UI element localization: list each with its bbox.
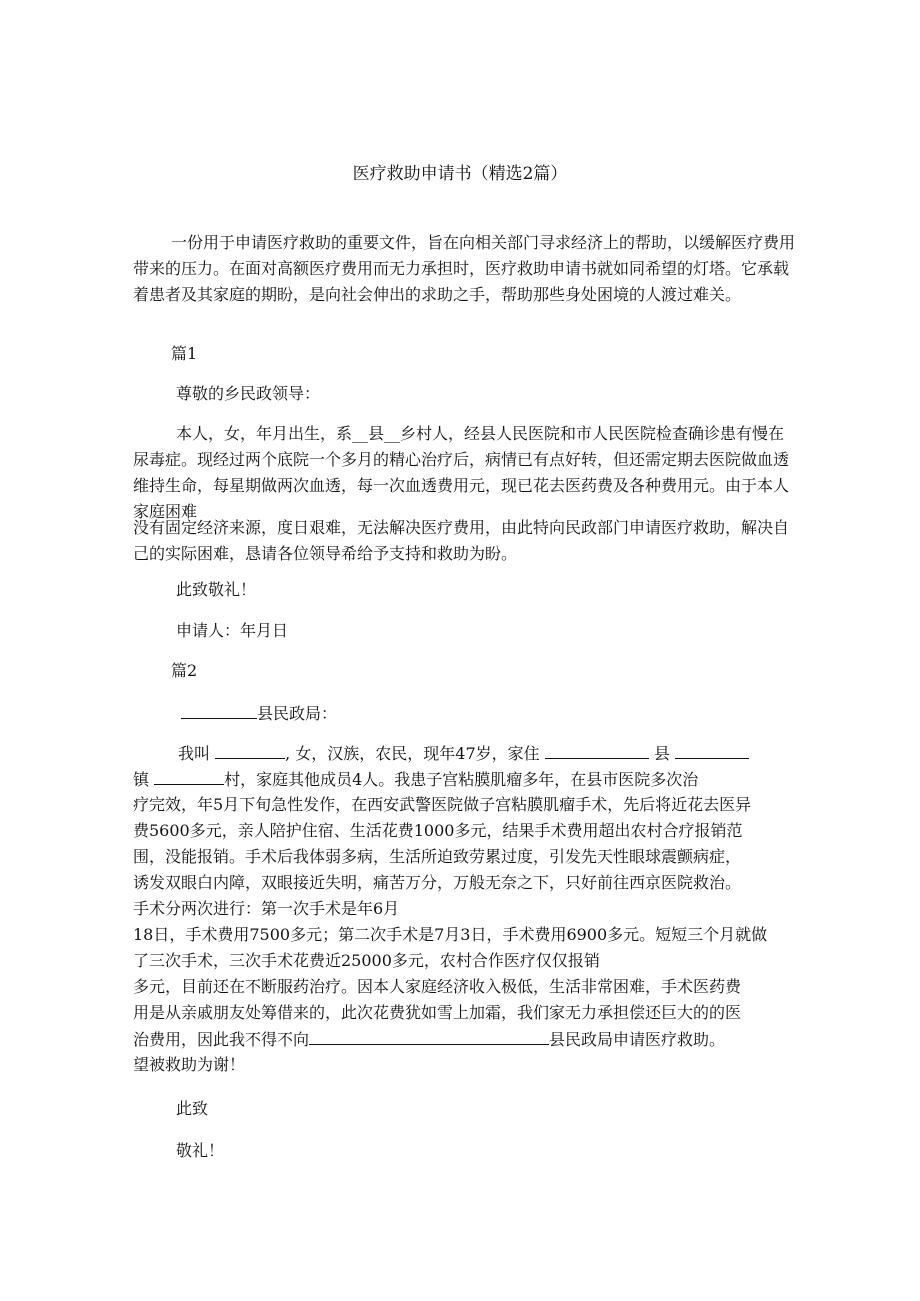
part1-heading: 篇1 bbox=[171, 344, 198, 363]
part2-line-2: 镇 村，家庭其他成员4人。我患子宫粘膜肌瘤多年，在县市医院多次治 bbox=[133, 766, 698, 793]
blank-line bbox=[309, 1026, 549, 1045]
intro-paragraph: 一份用于申请医疗救助的重要文件，旨在向相关部门寻求经济上的帮助，以缓解医疗费用带来的压力。在面对高额医疗费用而无力承担时，医疗救助申请书就如同希望的灯塔。它承载着患者及其家庭的期盼，是向社会伸出的求助之手，帮助那些身处困境的人渡过难关。 bbox=[133, 233, 796, 304]
part2-closing-a: 此致 bbox=[176, 1099, 209, 1118]
part2-line-5: 围，没能报销。手术后我体弱多病，生活所迫致劳累过度，引发先天性眼球震颤病症， bbox=[133, 847, 742, 866]
blank-line bbox=[154, 766, 224, 785]
part1-signature: 申请人：年月日 bbox=[176, 621, 289, 640]
blank-line bbox=[545, 740, 649, 759]
part1-body-b: 没有固定经济来源，度日艰难，无法解决医疗费用，由此特向民政部门申请医疗救助，解决自己的实际困难，恳请各位领导希给予支持和救助为盼。 bbox=[133, 518, 790, 563]
part2-heading: 篇2 bbox=[171, 661, 198, 680]
blank-line bbox=[675, 740, 749, 759]
part1-closing: 此致敬礼！ bbox=[176, 580, 257, 599]
blank-line bbox=[181, 700, 257, 719]
part2-line-6: 诱发双眼白内障，双眼接近失明，痛苦万分，万般无奈之下，只好前往西京医院救治。 bbox=[133, 873, 742, 892]
part2-salutation: 县民政局： bbox=[181, 700, 337, 727]
part2-line-9: 了三次手术，三次手术花费近25000多元，农村合作医疗仅仅报销 bbox=[133, 951, 600, 970]
part2-line-12: 治费用，因此我不得不向 县民政局申请医疗救助。 bbox=[133, 1026, 725, 1053]
document-title: 医疗救助申请书（精选2篇） bbox=[352, 164, 568, 184]
part1-salutation: 尊敬的乡民政领导： bbox=[176, 384, 321, 403]
part2-line-10: 多元，目前还在不断服药治疗。因本人家庭经济收入极低，生活非常困难，手术医药费 bbox=[133, 977, 742, 996]
part2-closing-b: 敬礼！ bbox=[176, 1141, 225, 1160]
part2-line-4: 费5600多元，亲人陪护住宿、生活花费1000多元，结果手术费用超出农村合疗报销范 bbox=[133, 821, 743, 840]
part2-line-7: 手术分两次进行：第一次手术是年6月 bbox=[133, 899, 400, 918]
part1-body-a: 本人，女，年月出生，系__县__乡村人，经县人民医院和市人民医院检查确诊患有慢在尿毒症。现经过两个底院一个多月的精心治疗后，病情已有点好转，但还需定期去医院做血透维持生命，每星期做两次血透，每一次血透费用元，现已花去医药费及各种费用元。由于本人家庭困难 bbox=[133, 424, 790, 521]
part2-line-13: 望被救助为谢！ bbox=[133, 1055, 246, 1074]
blank-line bbox=[215, 740, 285, 759]
part2-line-3: 疗完效，年5月下旬急性发作，在西安武警医院做子宫粘膜肌瘤手术，先后将近花去医异 bbox=[133, 795, 752, 814]
part2-line-1: 我叫 , 女，汉族，农民，现年47岁，家住 县 bbox=[178, 740, 749, 767]
part2-line-11: 用是从亲戚朋友处筹借来的，此次花费犹如雪上加霜，我们家无力承担偿还巨大的的医 bbox=[133, 1003, 742, 1022]
part2-line-8: 18日，手术费用7500多元；第二次手术是7月3日，手术费用6900多元。短短三个月就做 bbox=[133, 925, 768, 944]
